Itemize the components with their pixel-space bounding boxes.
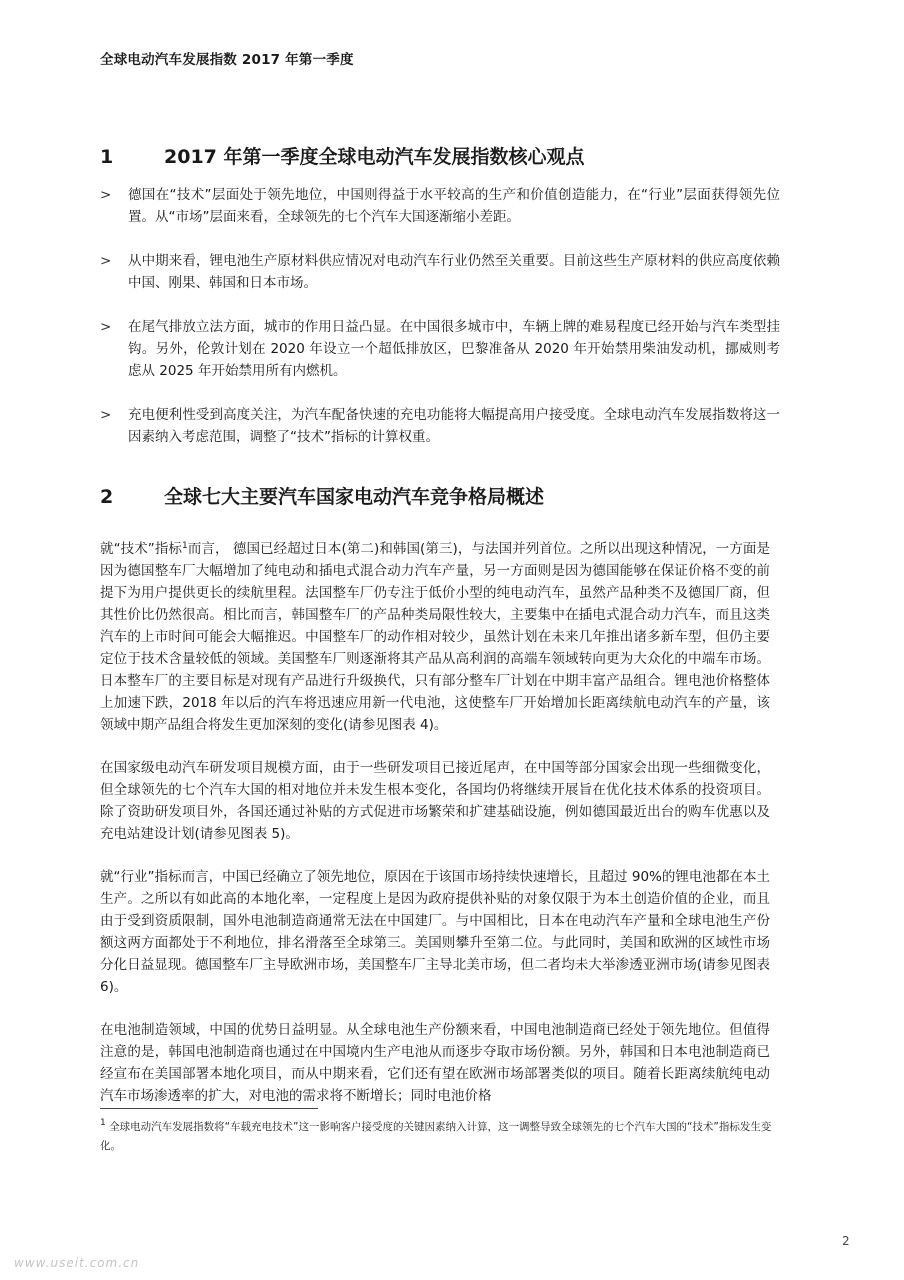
footnote-ref[interactable]: 1 [182, 541, 188, 551]
chevron-right-icon: > [100, 319, 112, 335]
list-item-text: 充电便利性受到高度关注，为汽车配备快速的充电功能将大幅提高用户接受度。全球电动汽车发展指数将这一因素纳入考虑范围，调整了“技术”指标的计算权重。 [128, 407, 780, 445]
paragraph [100, 538, 770, 736]
paragraph-lead: 就“技术”指标 [100, 541, 183, 557]
chevron-right-icon: > [100, 253, 112, 269]
section-2-number: 2 [100, 486, 114, 508]
chevron-right-icon: > [100, 407, 112, 423]
footnote-marker: 1 [100, 1118, 106, 1128]
running-header: 全球电动汽车发展指数 2017 年第一季度 [100, 52, 354, 68]
section-1-heading [100, 142, 585, 169]
paragraph-text: 而言， 德国已经超过日本(第二)和韩国(第三)，与法国并列首位。之所以出现这种情况，一方面是因为德国整车厂大幅增加了纯电动和插电式混合动力汽车产量，另一方面则是因为德国能够在保证价格不变的前提下为用户提供更长的续航里程。法国整车厂仍专注于低价小型的纯电动汽车，虽然产品种类不及德国厂商，但其性价比仍然很高。相比而言，韩国整车厂的产品种类局限性较大，主要集中在插电式混合动力汽车，而且这类汽车的上市时间可能会大幅推迟。中国整车厂的动作相对较少，虽然计划在未来几年推出诸多新车型，但仍主要定位于技术含量较低的领域。美国整车厂则逐渐将其产品从高利润的高端车领域转向更为大众化的中端车市场。日本整车厂的主要目标是对现有产品进行升级换代，只有部分整车厂计划在中期丰富产品组合。锂电池价格整体上加速下跌，2018 年以后的汽车将迅速应用新一代电池，这使整车厂开始增加长距离续航电动汽车的产量，该领域中期产品组合将发生更加深刻的变化(请参见图表 4)。 [100, 541, 770, 733]
footnote-text: 全球电动汽车发展指数将“车载充电技术”这一影响客户接受度的关键因素纳入计算，这一调整导致全球领先的七个汽车大国的“技术”指标发生变化。 [100, 1121, 772, 1152]
section-2-body [100, 538, 770, 1128]
list-item-text: 在尾气排放立法方面，城市的作用日益凸显。在中国很多城市中，车辆上牌的难易程度已经开始与汽车类型挂钩。另外，伦敦计划在 2020 年设立一个超低排放区，巴黎准备从 2020 年开始禁用柴油发动机，挪威则考虑从 2025 年开始禁用所有内燃机。 [128, 319, 780, 379]
list-item [100, 316, 780, 382]
list-item [100, 250, 780, 294]
page-number: 2 [842, 1234, 850, 1248]
list-item [100, 184, 780, 228]
section-2-heading [100, 482, 544, 509]
footnote [100, 1118, 772, 1156]
watermark: www.useit.com.cn [14, 1256, 140, 1270]
paragraph: 就“行业”指标而言，中国已经确立了领先地位，原因在于该国市场持续快速增长，且超过 90%的锂电池都在本土生产。之所以有如此高的本地化率，一定程度上是因为政府提供补贴的对象仅限于为本土创造价值的企业，而且由于受到资质限制，国外电池制造商通常无法在中国建厂。与中国相比，日本在电动汽车产量和全球电池生产份额这两方面都处于不利地位，排名滑落至全球第三。美国则攀升至第二位。与此同时，美国和欧洲的区域性市场分化日益显现。德国整车厂主导欧洲市场，美国整车厂主导北美市场，但二者均未大举渗透亚洲市场(请参见图表 6)。 [100, 869, 770, 995]
section-1-title: 2017 年第一季度全球电动汽车发展指数核心观点 [164, 146, 585, 168]
footnote-divider [100, 1108, 318, 1109]
key-findings-list [100, 184, 780, 470]
chevron-right-icon: > [100, 187, 112, 203]
list-item [100, 404, 780, 448]
section-1-number: 1 [100, 146, 114, 168]
paragraph: 在国家级电动汽车研发项目规模方面，由于一些研发项目已接近尾声，在中国等部分国家会出现一些细微变化，但全球领先的七个汽车大国的相对地位并未发生根本变化，各国均仍将继续开展旨在优化技术体系的投资项目。除了资助研发项目外，各国还通过补贴的方式促进市场繁荣和扩建基础设施，例如德国最近出台的购车优惠以及充电站建设计划(请参见图表 5)。 [100, 760, 770, 842]
list-item-text: 从中期来看，锂电池生产原材料供应情况对电动汽车行业仍然至关重要。目前这些生产原材料的供应高度依赖中国、刚果、韩国和日本市场。 [128, 253, 780, 291]
paragraph: 在电池制造领域，中国的优势日益明显。从全球电池生产份额来看，中国电池制造商已经处于领先地位。但值得注意的是，韩国电池制造商也通过在中国境内生产电池从而逐步夺取市场份额。另外，韩国和日本电池制造商已经宣布在美国部署本地化项目，而从中期来看，它们还有望在欧洲市场部署类似的项目。随着长距离续航纯电动汽车市场渗透率的扩大，对电池的需求将不断增长；同时电池价格 [100, 1022, 770, 1104]
section-2-title: 全球七大主要汽车国家电动汽车竞争格局概述 [164, 486, 545, 508]
list-item-text: 德国在“技术”层面处于领先地位，中国则得益于水平较高的生产和价值创造能力，在“行业”层面获得领先位置。从“市场”层面来看，全球领先的七个汽车大国逐渐缩小差距。 [128, 187, 780, 225]
